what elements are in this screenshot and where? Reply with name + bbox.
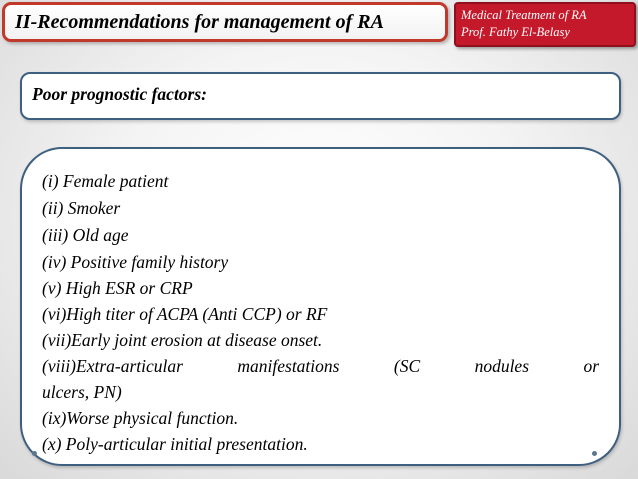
factor-word: (viii)Extra-articular: [42, 356, 183, 376]
title-box: [2, 2, 448, 42]
credit-author: Prof. Fathy El-Belasy: [461, 25, 570, 39]
factor-item: (i) Female patient: [42, 171, 169, 191]
credit-course: Medical Treatment of RA: [461, 8, 587, 22]
factors-box: [20, 147, 621, 466]
factor-item-viii: [42, 356, 599, 377]
factor-word: or: [583, 356, 599, 376]
subheading-box: [20, 72, 621, 120]
factor-item: (x) Poly-articular initial presentation.: [42, 434, 308, 454]
credit-box: [454, 2, 636, 47]
factor-item: (v) High ESR or CRP: [42, 278, 193, 298]
factor-item: (iii) Old age: [42, 225, 129, 245]
subheading: Poor prognostic factors:: [32, 84, 207, 104]
slide-title: II-Recommendations for management of RA: [15, 11, 384, 33]
factor-item: (iv) Positive family history: [42, 252, 229, 272]
factor-word: manifestations: [237, 356, 340, 376]
factor-item: (ii) Smoker: [42, 198, 121, 218]
factor-item: (ix)Worse physical function.: [42, 408, 239, 428]
factor-word: nodules: [474, 356, 530, 376]
factor-word: (SC: [393, 356, 421, 376]
corner-dot: [592, 451, 597, 456]
factor-item: (vi)High titer of ACPA (Anti CCP) or RF: [42, 304, 328, 324]
factor-item: (vii)Early joint erosion at disease onset.: [42, 330, 323, 350]
factor-item-viii-cont: ulcers, PN): [42, 382, 122, 402]
corner-dot: [32, 451, 37, 456]
